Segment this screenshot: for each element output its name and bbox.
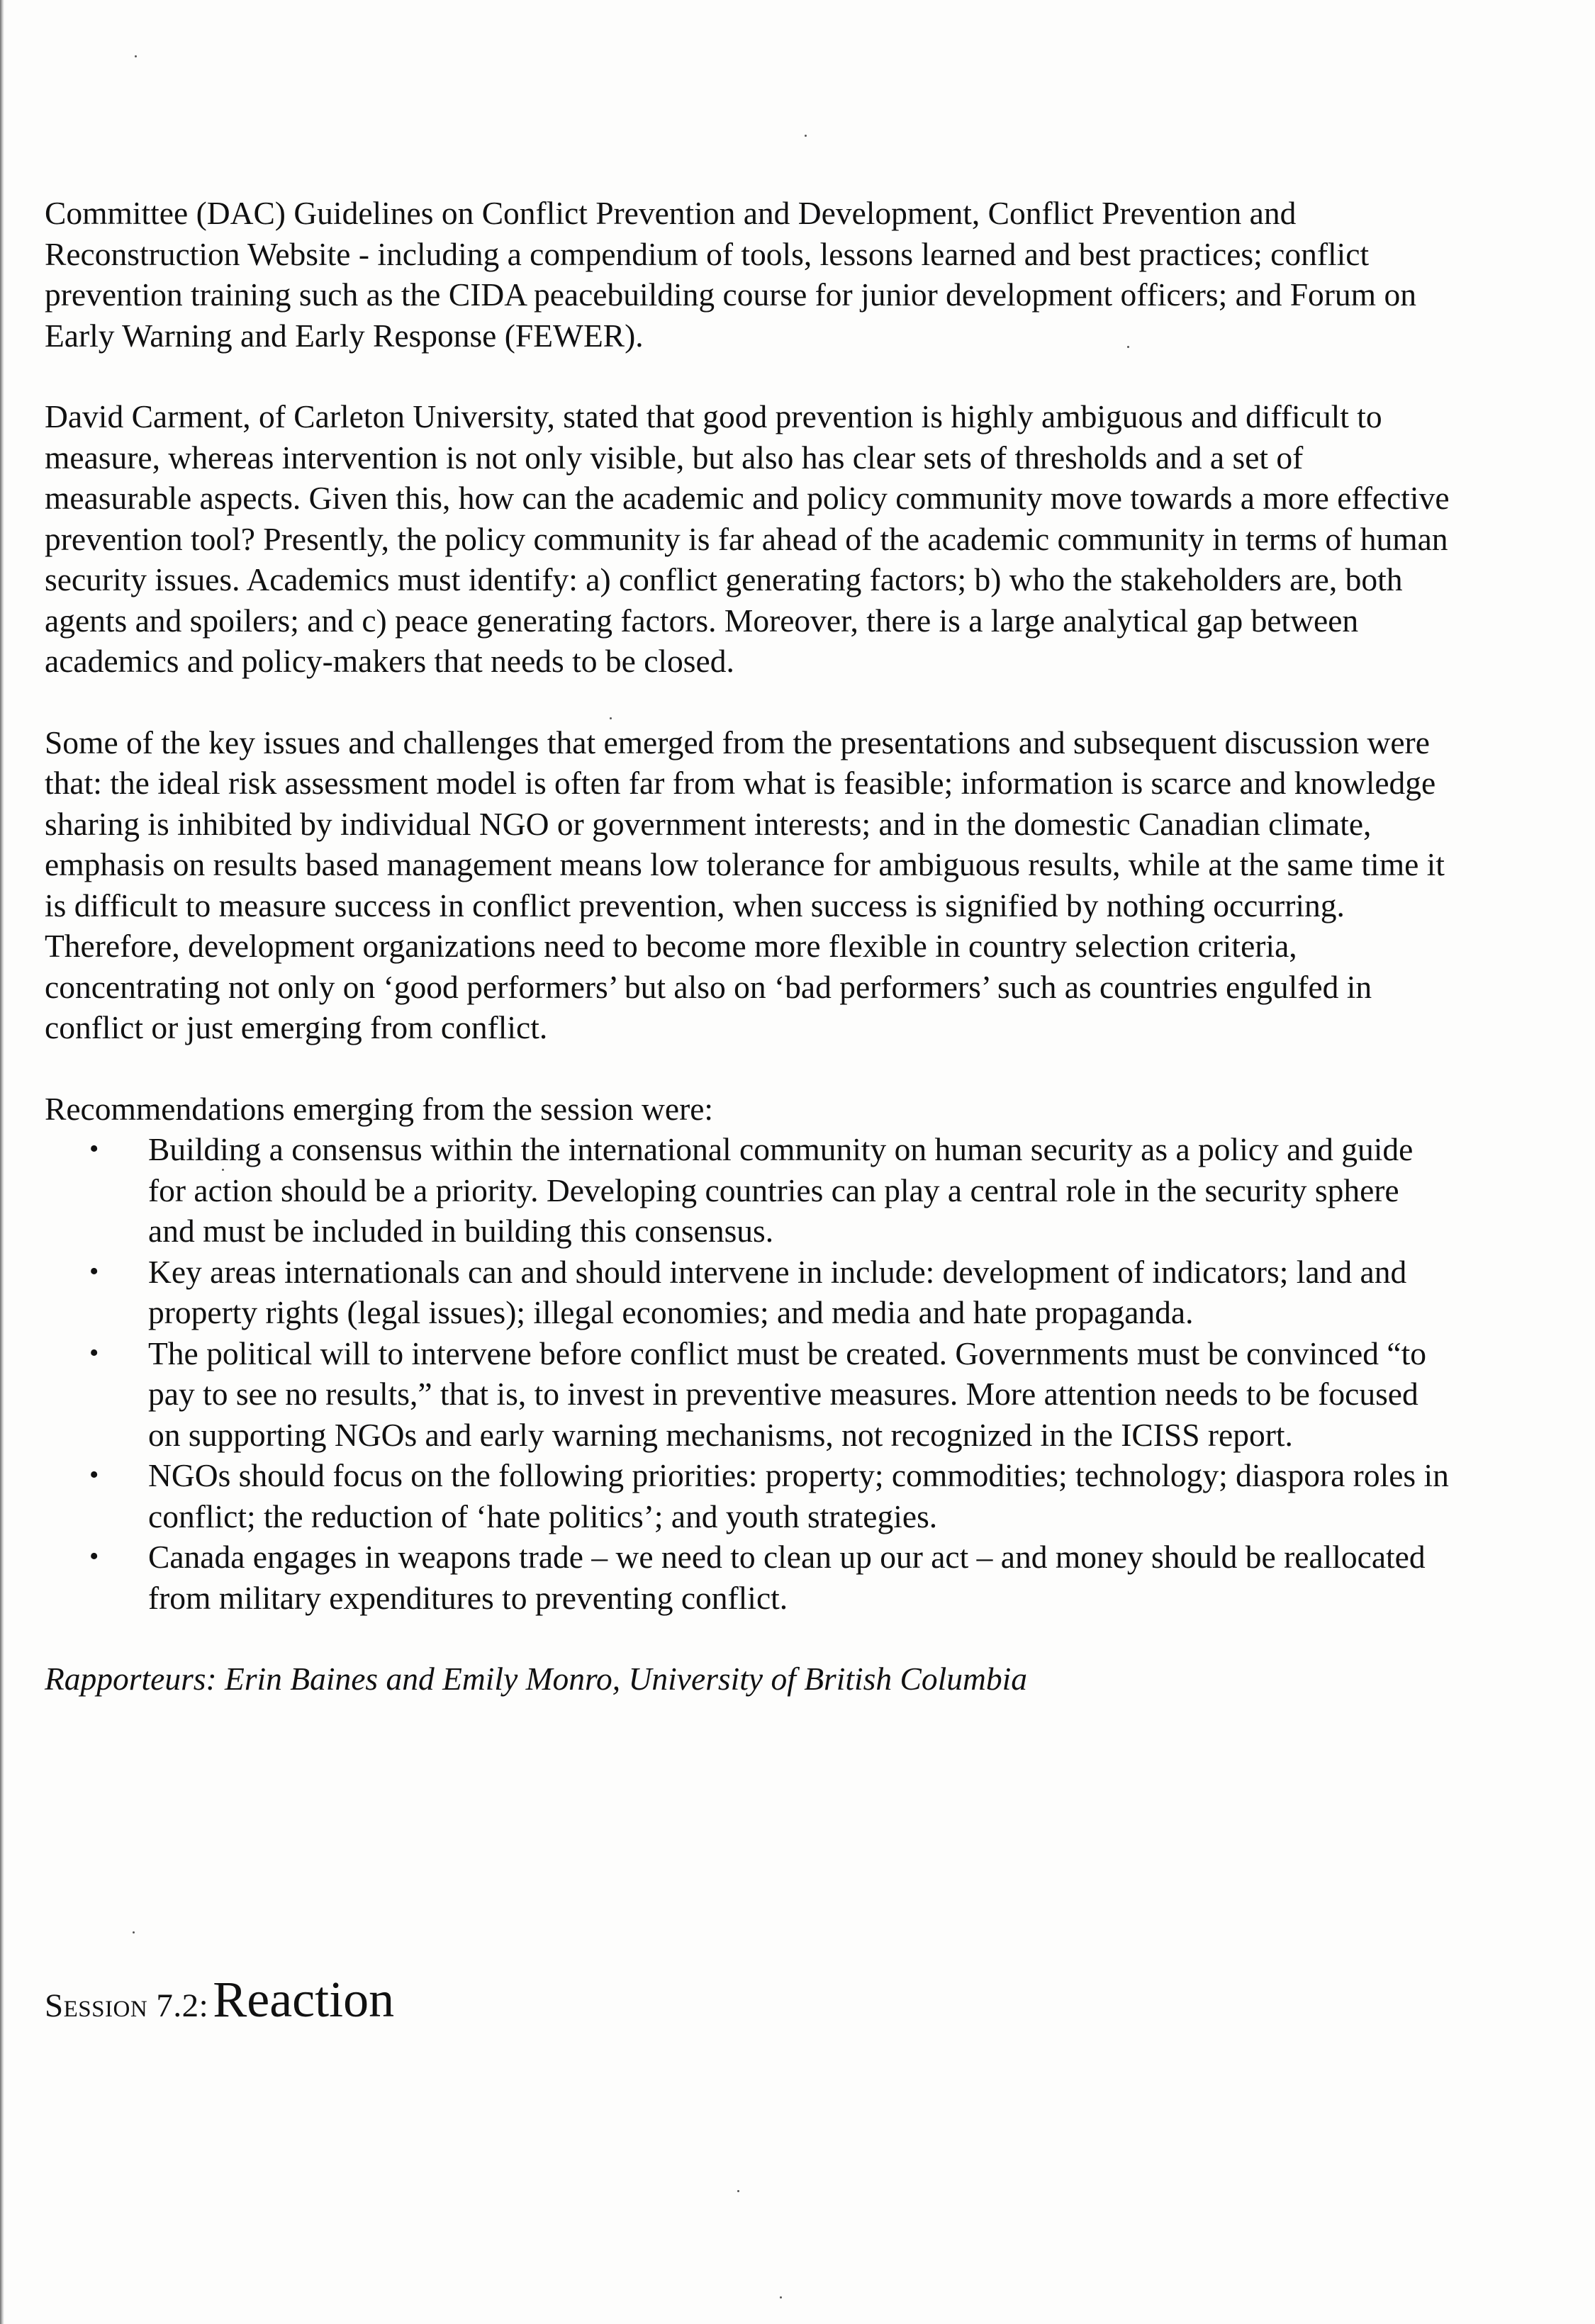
- scan-speck: [133, 1931, 135, 1933]
- recommendations-section: [45, 1089, 1452, 1619]
- bullet-icon: •: [89, 1542, 99, 1571]
- list-item-text: NGOs should focus on the following priorities: property; commodities; technology; diaspora roles in conflict; the reduction of ‘hate politics’; and youth strategies.: [148, 1457, 1449, 1534]
- bullet-icon: •: [89, 1256, 99, 1286]
- scan-edge-shadow: [0, 0, 4, 2324]
- list-item: [45, 1455, 1452, 1537]
- scan-speck: [805, 135, 807, 137]
- session-number-label: Session 7.2:: [45, 1987, 209, 2024]
- list-item-text: The political will to intervene before conflict must be created. Governments must be convinced “to pay to see no results,” that is, to invest in preventive measures. More attention needs to be focused on supporting NGOs and early warning mechanisms, not recognized in the ICISS report.: [148, 1335, 1426, 1453]
- list-item: [45, 1333, 1452, 1456]
- scan-speck: [222, 1169, 224, 1171]
- rapporteurs-credit: Rapporteurs: Erin Baines and Emily Monro, University of British Columbia: [45, 1661, 1027, 1697]
- bullet-icon: •: [89, 1134, 99, 1164]
- list-item: [45, 1537, 1452, 1618]
- list-item: [45, 1252, 1452, 1333]
- list-item: [45, 1129, 1452, 1252]
- scan-speck: [610, 717, 612, 719]
- recommendations-list: [45, 1129, 1452, 1618]
- scan-speck: [780, 2296, 782, 2298]
- list-item-text: Key areas internationals can and should intervene in include: development of indicators; land and property rights (legal issues); illegal economies; and media and hate propaganda.: [148, 1253, 1407, 1330]
- recommendations-intro: Recommendations emerging from the session were:: [45, 1090, 714, 1127]
- paragraph-dac-guidelines: Committee (DAC) Guidelines on Conflict Prevention and Development, Conflict Prevention and Reconstruction Website - including a compendium of tools, lessons learned and best practices; conflict prevention training such as the CIDA peacebuilding course for junior development officers; and Forum on Early Warning and Early Response (FEWER).: [45, 195, 1416, 354]
- list-item-text: Building a consensus within the international community on human security as a policy and guide for action should be a priority. Developing countries can play a central role in the security sphere and must be included in building this consensus.: [148, 1131, 1414, 1249]
- paragraph-david-carment: David Carment, of Carleton University, stated that good prevention is highly ambiguous and difficult to measure, whereas intervention is not only visible, but also has clear sets of thresholds and a set of measurable aspects. Given this, how can the academic and policy community move towards a more effective prevention tool? Presently, the policy community is far ahead of the academic community in terms of human security issues. Academics must identify: a) conflict generating factors; b) who the stakeholders are, both agents and spoilers; and c) peace generating factors. Moreover, there is a large analytical gap between academics and policy-makers that needs to be closed.: [45, 398, 1450, 679]
- session-heading: [45, 1970, 394, 2029]
- scan-speck: [1127, 346, 1129, 348]
- list-item-text: Canada engages in weapons trade – we need to clean up our act – and money should be reallocated from military expenditures to preventing conflict.: [148, 1539, 1426, 1616]
- scan-speck: [135, 55, 137, 57]
- document-body: [45, 193, 1452, 1700]
- paragraph-key-issues: Some of the key issues and challenges that emerged from the presentations and subsequent discussion were that: the ideal risk assessment model is often far from what is feasible; information is scarce and knowledge sharing is inhibited by individual NGO or government interests; and in the domestic Canadian climate, emphasis on results based management means low tolerance for ambiguous results, while at the same time it is difficult to measure success in conflict prevention, when success is signified by nothing occurring. Therefore, development organizations need to become more flexible in country selection criteria, concentrating not only on ‘good performers’ but also on ‘bad performers’ such as countries engulfed in conflict or just emerging from conflict.: [45, 724, 1445, 1045]
- bullet-icon: •: [89, 1337, 99, 1368]
- bullet-icon: •: [89, 1460, 99, 1490]
- session-title: Reaction: [213, 1971, 395, 2028]
- scan-speck: [737, 2190, 739, 2192]
